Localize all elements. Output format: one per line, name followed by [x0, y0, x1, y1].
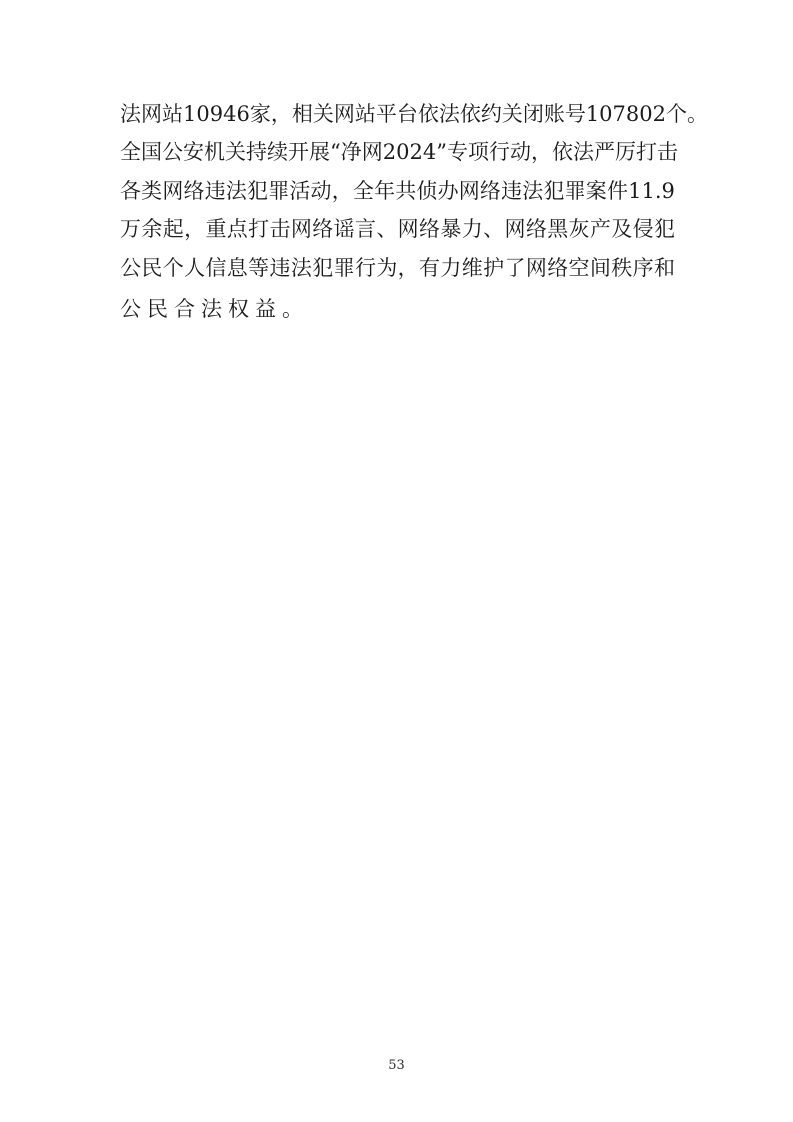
paragraph-line: 法 网 站 10946 家 ， 相 关 网 站 平 台 依 法 依 约 关 闭 账 号 107802 个 。 [120, 102, 708, 126]
paragraph-line-last: 公民合法权益。 [120, 296, 309, 321]
page-number: 53 [388, 1058, 405, 1073]
paragraph-line: 全 国 公 安 机 关 持 续 开 展 “ 净 网 2024 ” 专 项 行 动 ， 依 法 严 厉 打 击 [120, 140, 678, 165]
paragraph-line: 各 类 网 络 违 法 犯 罪 活 动 ， 全 年 共 侦 办 网 络 违 法 犯 罪 案 件 11.9 [120, 178, 675, 203]
paragraph-line: 公 民 个 人 信 息 等 违 法 犯 罪 行 为 ， 有 力 维 护 了 网 络 空 间 秩 序 和 [120, 255, 675, 280]
paragraph [120, 98, 708, 328]
paragraph-line: 万 余 起 ， 重 点 打 击 网 络 谣 言 、 网 络 暴 力 、 网 络 黑 灰 产 及 侵 犯 [120, 217, 675, 242]
